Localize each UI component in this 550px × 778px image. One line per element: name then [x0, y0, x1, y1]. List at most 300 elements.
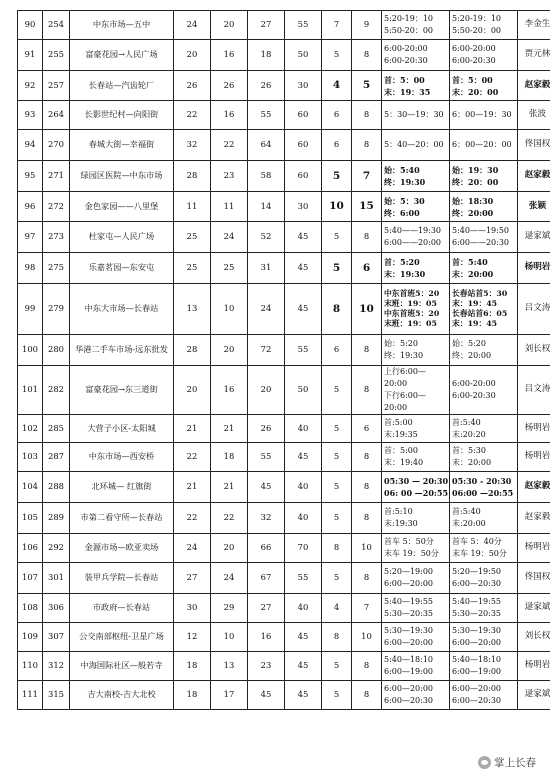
value-b-cell: 20 [211, 335, 248, 366]
row-number-cell: 111 [18, 681, 43, 710]
interval-max-cell: 8 [352, 335, 382, 366]
schedule-line: 末:19:30 [384, 519, 418, 528]
person-cell: 赵家毅 [518, 71, 550, 101]
schedule-cell-holiday [450, 284, 518, 335]
route-cell: 市政府—长春站 [70, 594, 174, 623]
interval-min-cell: 5 [322, 563, 352, 594]
schedule-line: 末：19:40 [384, 458, 424, 467]
table-row [18, 284, 550, 335]
wechat-icon [478, 756, 491, 769]
value-c-cell: 26 [248, 71, 285, 101]
route-cell: 中东市场—五中 [70, 11, 174, 40]
schedule-cell-holiday [450, 594, 518, 623]
value-d-cell: 45 [285, 652, 322, 681]
schedule-line: 始：5：30 [384, 195, 425, 206]
value-a-cell: 18 [174, 681, 211, 710]
schedule-line: 始：5:20 [452, 339, 486, 348]
schedule-line: 末：20:00 [452, 458, 492, 467]
value-c-cell: 20 [248, 366, 285, 415]
route-cell: 金色家园——八里堡 [70, 192, 174, 222]
schedule-line: 末:20:00 [452, 519, 486, 528]
table-row [18, 443, 550, 472]
schedule-line: 5：30—19：30 [384, 110, 444, 119]
schedule-line: 5:30—20:35 [384, 609, 434, 618]
interval-max-cell: 8 [352, 130, 382, 161]
row-number-cell: 99 [18, 284, 43, 335]
schedule-cell-weekday [382, 192, 450, 222]
schedule-cell-weekday [382, 40, 450, 71]
value-b-cell: 13 [211, 652, 248, 681]
schedule-line: 末：19：45 [452, 319, 498, 328]
schedule-line: 首车 5：40分 [452, 537, 502, 546]
row-number-cell: 92 [18, 71, 43, 101]
schedule-cell-holiday [450, 11, 518, 40]
schedule-line: 上行6:00—20:00 [384, 367, 426, 388]
interval-min-cell: 7 [322, 11, 352, 40]
interval-min-cell: 4 [322, 594, 352, 623]
schedule-cell-weekday [382, 71, 450, 101]
schedule-cell-holiday [450, 534, 518, 563]
route-cell: 装甲兵学院—长春站 [70, 563, 174, 594]
schedule-line: 终：19:30 [384, 351, 424, 360]
schedule-line: 末：19:30 [384, 269, 426, 279]
schedule-line: 6:00—20:30 [452, 579, 502, 588]
schedule-line: 末：20：00 [452, 86, 499, 97]
schedule-cell-weekday [382, 222, 450, 253]
line-number-cell: 292 [43, 534, 70, 563]
interval-max-cell: 8 [352, 652, 382, 681]
schedule-line: 5:30—20:35 [452, 609, 502, 618]
value-b-cell: 21 [211, 415, 248, 443]
value-a-cell: 18 [174, 652, 211, 681]
schedule-line: 5:20-19：10 [384, 14, 434, 23]
person-cell: 逯家斌 [518, 594, 550, 623]
schedule-cell-holiday [450, 161, 518, 192]
value-c-cell: 31 [248, 253, 285, 284]
value-d-cell: 45 [285, 253, 322, 284]
schedule-line: 首：5:40 [452, 257, 488, 267]
row-number-cell: 95 [18, 161, 43, 192]
schedule-line: 始：5:20 [384, 339, 418, 348]
line-number-cell: 301 [43, 563, 70, 594]
schedule-line: 6:00—20:00 [452, 638, 502, 647]
value-b-cell: 17 [211, 681, 248, 710]
value-a-cell: 28 [174, 335, 211, 366]
schedule-line: 6:00—19:00 [384, 667, 434, 676]
value-c-cell: 26 [248, 415, 285, 443]
value-a-cell: 24 [174, 534, 211, 563]
interval-max-cell: 7 [352, 594, 382, 623]
person-cell: 刘长权 [518, 623, 550, 652]
route-cell: 市第二看守所—长春站 [70, 503, 174, 534]
schedule-cell-weekday [382, 443, 450, 472]
table-row [18, 652, 550, 681]
schedule-line: 终：20:00 [452, 207, 494, 218]
value-c-cell: 14 [248, 192, 285, 222]
value-d-cell: 70 [285, 534, 322, 563]
interval-min-cell: 6 [322, 335, 352, 366]
schedule-cell-weekday [382, 534, 450, 563]
table-row [18, 503, 550, 534]
value-d-cell: 45 [285, 222, 322, 253]
person-cell: 吕文涛 [518, 366, 550, 415]
value-c-cell: 58 [248, 161, 285, 192]
value-a-cell: 20 [174, 366, 211, 415]
line-number-cell: 271 [43, 161, 70, 192]
value-d-cell: 40 [285, 594, 322, 623]
schedule-line: 末班：19：05 [384, 299, 437, 308]
person-cell: 杨明岩 [518, 415, 550, 443]
route-cell: 绿园区医院—中东市场 [70, 161, 174, 192]
line-number-cell: 315 [43, 681, 70, 710]
table-row [18, 130, 550, 161]
schedule-line: 5:20—19:00 [384, 567, 434, 576]
route-cell: 富豪花园→东三道街 [70, 366, 174, 415]
value-c-cell: 72 [248, 335, 285, 366]
watermark-text: 掌上长春 [494, 757, 536, 769]
route-cell: 富豪花园→人民广场 [70, 40, 174, 71]
line-number-cell: 280 [43, 335, 70, 366]
value-b-cell: 29 [211, 594, 248, 623]
value-d-cell: 45 [285, 681, 322, 710]
interval-max-cell: 5 [352, 71, 382, 101]
schedule-cell-holiday [450, 503, 518, 534]
schedule-line: 6:00-20:30 [452, 56, 496, 65]
value-c-cell: 55 [248, 101, 285, 130]
value-d-cell: 40 [285, 415, 322, 443]
person-cell: 佟国权 [518, 563, 550, 594]
row-number-cell: 96 [18, 192, 43, 222]
line-number-cell: 312 [43, 652, 70, 681]
interval-min-cell: 5 [322, 40, 352, 71]
value-b-cell: 10 [211, 623, 248, 652]
line-number-cell: 287 [43, 443, 70, 472]
interval-min-cell: 5 [322, 503, 352, 534]
value-d-cell: 30 [285, 71, 322, 101]
value-b-cell: 11 [211, 192, 248, 222]
schedule-cell-weekday [382, 652, 450, 681]
schedule-line: 终：6:00 [384, 207, 420, 218]
interval-min-cell: 6 [322, 101, 352, 130]
value-a-cell: 22 [174, 503, 211, 534]
line-number-cell: 264 [43, 101, 70, 130]
interval-min-cell: 10 [322, 192, 352, 222]
table-row [18, 415, 550, 443]
value-a-cell: 26 [174, 71, 211, 101]
schedule-line: 6:00——20:30 [452, 238, 510, 247]
value-b-cell: 26 [211, 71, 248, 101]
schedule-line: 末车 19：50分 [452, 549, 507, 558]
schedule-cell-holiday [450, 472, 518, 503]
route-cell: 春城大街—幸福街 [70, 130, 174, 161]
person-cell: 吕文涛 [518, 284, 550, 335]
value-c-cell: 27 [248, 594, 285, 623]
person-cell: 杨明岩 [518, 443, 550, 472]
schedule-cell-holiday [450, 71, 518, 101]
row-number-cell: 108 [18, 594, 43, 623]
schedule-cell-holiday [450, 681, 518, 710]
schedule-cell-weekday [382, 681, 450, 710]
row-number-cell: 104 [18, 472, 43, 503]
route-cell: 中东市场—西安桥 [70, 443, 174, 472]
value-b-cell: 25 [211, 253, 248, 284]
person-cell: 佟国权 [518, 130, 550, 161]
line-number-cell: 275 [43, 253, 70, 284]
interval-max-cell: 10 [352, 284, 382, 335]
table-row [18, 563, 550, 594]
value-d-cell: 45 [285, 623, 322, 652]
schedule-line: 首：5:20 [384, 257, 420, 267]
schedule-cell-weekday [382, 415, 450, 443]
route-cell: 公交南部枢纽-卫星广场 [70, 623, 174, 652]
interval-max-cell: 8 [352, 40, 382, 71]
line-number-cell: 289 [43, 503, 70, 534]
interval-max-cell: 8 [352, 101, 382, 130]
value-c-cell: 55 [248, 443, 285, 472]
line-number-cell: 288 [43, 472, 70, 503]
schedule-cell-weekday [382, 366, 450, 415]
schedule-line: 首:5:10 [384, 507, 413, 516]
schedule-line: 首:5:40 [452, 417, 481, 427]
value-a-cell: 20 [174, 40, 211, 71]
schedule-cell-weekday [382, 161, 450, 192]
schedule-cell-weekday [382, 503, 450, 534]
person-cell: 赵家毅 [518, 161, 550, 192]
schedule-line: 首：5：00 [384, 74, 425, 85]
schedule-line: 首：5：00 [452, 74, 493, 85]
person-cell: 赵家毅 [518, 472, 550, 503]
interval-max-cell: 8 [352, 563, 382, 594]
schedule-line: 6:00—19:00 [452, 667, 502, 676]
value-b-cell: 22 [211, 503, 248, 534]
schedule-line: 5:40—19:55 [384, 597, 434, 606]
value-a-cell: 12 [174, 623, 211, 652]
interval-max-cell: 6 [352, 415, 382, 443]
row-number-cell: 102 [18, 415, 43, 443]
schedule-line: 6:00——20:00 [384, 238, 442, 247]
value-d-cell: 60 [285, 161, 322, 192]
value-c-cell: 45 [248, 681, 285, 710]
table-row [18, 335, 550, 366]
interval-max-cell: 7 [352, 161, 382, 192]
schedule-cell-weekday [382, 623, 450, 652]
interval-max-cell: 10 [352, 534, 382, 563]
schedule-line: 长春站首5：30 [452, 289, 508, 298]
schedule-cell-holiday [450, 101, 518, 130]
interval-max-cell: 8 [352, 443, 382, 472]
value-d-cell: 55 [285, 563, 322, 594]
value-d-cell: 50 [285, 366, 322, 415]
schedule-line: 5:50-20：00 [384, 26, 434, 35]
line-number-cell: 307 [43, 623, 70, 652]
table-row [18, 681, 550, 710]
schedule-line: 末：19：45 [452, 299, 498, 308]
value-c-cell: 18 [248, 40, 285, 71]
schedule-line: 6:00-20:00 [452, 44, 496, 53]
interval-max-cell: 8 [352, 472, 382, 503]
value-a-cell: 24 [174, 11, 211, 40]
schedule-line: 6:00—20:00 [384, 684, 434, 693]
schedule-line: 5:40—18:10 [384, 655, 434, 664]
row-number-cell: 101 [18, 366, 43, 415]
schedule-line: 中东首班5：20 [384, 309, 440, 318]
row-number-cell: 90 [18, 11, 43, 40]
interval-max-cell: 10 [352, 623, 382, 652]
schedule-line: 5:20-19：10 [452, 14, 502, 23]
schedule-line: 06:00 —20:55 [452, 488, 514, 498]
value-d-cell: 40 [285, 472, 322, 503]
row-number-cell: 97 [18, 222, 43, 253]
schedule-line: 5:40——19:50 [452, 226, 510, 235]
person-cell: 贾元林 [518, 40, 550, 71]
schedule-line: 始：5:40 [384, 165, 420, 175]
table-row [18, 534, 550, 563]
interval-min-cell: 5 [322, 253, 352, 284]
row-number-cell: 93 [18, 101, 43, 130]
schedule-cell-holiday [450, 40, 518, 71]
interval-min-cell: 8 [322, 284, 352, 335]
schedule-cell-weekday [382, 11, 450, 40]
schedule-line: 6:00-20:00 [384, 44, 428, 53]
interval-max-cell: 6 [352, 253, 382, 284]
route-cell: 中东大市场—长春站 [70, 284, 174, 335]
route-cell: 乐嘉茗园—东安屯 [70, 253, 174, 284]
value-a-cell: 30 [174, 594, 211, 623]
schedule-cell-weekday [382, 594, 450, 623]
value-b-cell: 24 [211, 563, 248, 594]
schedule-line: 5:20—19:50 [452, 567, 502, 576]
table-row [18, 472, 550, 503]
interval-min-cell: 5 [322, 161, 352, 192]
interval-max-cell: 15 [352, 192, 382, 222]
schedule-line: 末：19：35 [384, 86, 431, 97]
schedule-line: 6:00—20:00 [384, 638, 434, 647]
person-cell: 杨明岩 [518, 652, 550, 681]
row-number-cell: 106 [18, 534, 43, 563]
schedule-line: 6:00-20:30 [452, 391, 496, 400]
schedule-line: 下行6:00—20:00 [384, 391, 426, 412]
value-c-cell: 64 [248, 130, 285, 161]
value-a-cell: 25 [174, 222, 211, 253]
schedule-line: 6:00—20:00 [384, 579, 434, 588]
route-cell: 长春站—汽齿轮厂 [70, 71, 174, 101]
line-number-cell: 282 [43, 366, 70, 415]
interval-min-cell: 5 [322, 681, 352, 710]
schedule-line: 5:40—19:55 [452, 597, 502, 606]
value-b-cell: 18 [211, 443, 248, 472]
person-cell: 逯家斌 [518, 222, 550, 253]
line-number-cell: 257 [43, 71, 70, 101]
schedule-cell-holiday [450, 253, 518, 284]
schedule-cell-holiday [450, 652, 518, 681]
schedule-line: 5:40—18:10 [452, 655, 502, 664]
person-cell: 张颖 [518, 192, 550, 222]
value-c-cell: 23 [248, 652, 285, 681]
table-row [18, 192, 550, 222]
schedule-line: 06: 00 —20:55 [384, 488, 449, 498]
person-cell: 杨明岩 [518, 253, 550, 284]
schedule-line: 6：00—20：00 [452, 140, 512, 149]
value-c-cell: 66 [248, 534, 285, 563]
line-number-cell: 270 [43, 130, 70, 161]
route-cell: 大营子小区-太阳城 [70, 415, 174, 443]
schedule-line: 终：20:00 [452, 351, 492, 360]
route-cell: 北环城— 红旗街 [70, 472, 174, 503]
route-cell: 中海国际社区—般若寺 [70, 652, 174, 681]
schedule-line: 首：5:00 [384, 446, 418, 455]
value-a-cell: 21 [174, 472, 211, 503]
value-c-cell: 67 [248, 563, 285, 594]
schedule-line: 始：18:30 [452, 195, 494, 206]
schedule-cell-weekday [382, 130, 450, 161]
route-cell: 吉大南校-吉大北校 [70, 681, 174, 710]
schedule-line: 首:5:00 [384, 417, 413, 427]
person-cell: 刘长权 [518, 335, 550, 366]
row-number-cell: 107 [18, 563, 43, 594]
schedule-line: 6：00—19：30 [452, 110, 512, 119]
schedule-line: 5:50-20：00 [452, 26, 502, 35]
value-a-cell: 22 [174, 443, 211, 472]
value-a-cell: 28 [174, 161, 211, 192]
schedule-cell-weekday [382, 101, 450, 130]
row-number-cell: 109 [18, 623, 43, 652]
schedule-cell-holiday [450, 366, 518, 415]
table-row [18, 161, 550, 192]
schedule-line: 6:00—20:30 [452, 696, 502, 705]
value-a-cell: 25 [174, 253, 211, 284]
schedule-line: 末:20:20 [452, 429, 486, 439]
schedule-line: 5：40—20：00 [384, 140, 444, 149]
row-number-cell: 103 [18, 443, 43, 472]
person-cell: 逯家斌 [518, 681, 550, 710]
table-row [18, 71, 550, 101]
value-c-cell: 52 [248, 222, 285, 253]
schedule-line: 末:19:35 [384, 429, 418, 439]
route-cell: 杜家屯—人民广场 [70, 222, 174, 253]
person-cell: 杨明岩 [518, 534, 550, 563]
interval-max-cell: 9 [352, 11, 382, 40]
table-row [18, 594, 550, 623]
schedule-line: 首:5:40 [452, 507, 481, 516]
value-d-cell: 55 [285, 11, 322, 40]
value-a-cell: 22 [174, 101, 211, 130]
watermark [478, 755, 536, 770]
line-number-cell: 306 [43, 594, 70, 623]
value-b-cell: 20 [211, 534, 248, 563]
value-c-cell: 32 [248, 503, 285, 534]
value-b-cell: 16 [211, 366, 248, 415]
value-c-cell: 16 [248, 623, 285, 652]
interval-min-cell: 5 [322, 415, 352, 443]
value-a-cell: 27 [174, 563, 211, 594]
bus-schedule-table [17, 10, 550, 710]
schedule-cell-weekday [382, 335, 450, 366]
row-number-cell: 100 [18, 335, 43, 366]
schedule-cell-holiday [450, 222, 518, 253]
schedule-cell-weekday [382, 563, 450, 594]
schedule-line: 首车 5：50分 [384, 537, 434, 546]
row-number-cell: 98 [18, 253, 43, 284]
schedule-line: 中东首班5：20 [384, 289, 440, 298]
value-b-cell: 16 [211, 101, 248, 130]
schedule-cell-weekday [382, 253, 450, 284]
interval-max-cell: 8 [352, 222, 382, 253]
value-a-cell: 11 [174, 192, 211, 222]
schedule-line: 6:00-20:30 [384, 56, 428, 65]
value-d-cell: 30 [285, 192, 322, 222]
value-a-cell: 21 [174, 415, 211, 443]
schedule-line: 终：19:30 [384, 177, 426, 187]
